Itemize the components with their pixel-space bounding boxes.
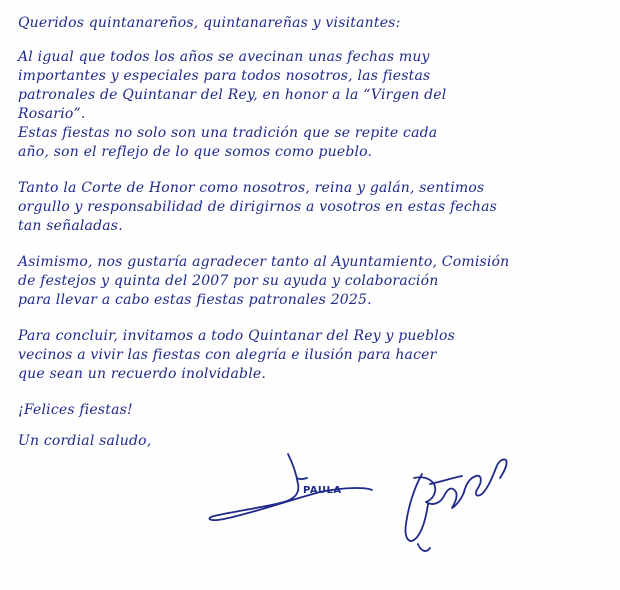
paragraph-1 <box>18 48 608 162</box>
paragraph-line: Al igual que todos los años se avecinan unas fechas muy <box>18 49 430 65</box>
signatures <box>200 448 520 568</box>
paragraph-line: vecinos a vivir las fiestas con alegría e ilusión para hacer <box>18 347 437 363</box>
handwritten-letter <box>18 14 608 451</box>
exclamation-line: ¡Felices fiestas! <box>18 402 133 418</box>
signature-1-name: PAULA <box>303 485 342 496</box>
paragraph-2 <box>18 179 608 236</box>
paragraph-line: Asimismo, nos gustaría agradecer tanto al Ayuntamiento, Comisión <box>18 254 510 270</box>
paragraph-line: de festejos y quinta del 2007 por su ayuda y colaboración <box>18 273 439 289</box>
paragraph-line: Tanto la Corte de Honor como nosotros, reina y galán, sentimos <box>18 180 485 196</box>
paragraph-line: Rosario”. <box>18 106 86 122</box>
paragraph-line: para llevar a cabo estas fiestas patronales 2025. <box>18 292 372 308</box>
paragraph-3 <box>18 253 608 310</box>
paragraph-line: que sean un recuerdo inolvidable. <box>18 366 267 382</box>
paragraph-line: Estas fiestas no solo son una tradición que se repite cada <box>18 125 438 141</box>
signature-2 <box>405 459 506 550</box>
signature-1 <box>209 454 372 520</box>
closing-line: Un cordial saludo, <box>18 433 152 449</box>
greeting-line: Queridos quintanareños, quintanareñas y visitantes: <box>18 15 401 31</box>
paragraph-line: Para concluir, invitamos a todo Quintanar del Rey y pueblos <box>18 328 455 344</box>
paragraph-line: importantes y especiales para todos nosotros, las fiestas <box>18 68 431 84</box>
paragraph-line: patronales de Quintanar del Rey, en honor a la “Virgen del <box>18 87 447 103</box>
paragraph-line: tan señaladas. <box>18 218 123 234</box>
paragraph-line: orgullo y responsabilidad de dirigirnos a vosotros en estas fechas <box>18 199 498 215</box>
paragraph-4 <box>18 327 608 384</box>
paragraph-line: año, son el reflejo de lo que somos como pueblo. <box>18 144 373 160</box>
signature-drawing <box>200 448 520 568</box>
